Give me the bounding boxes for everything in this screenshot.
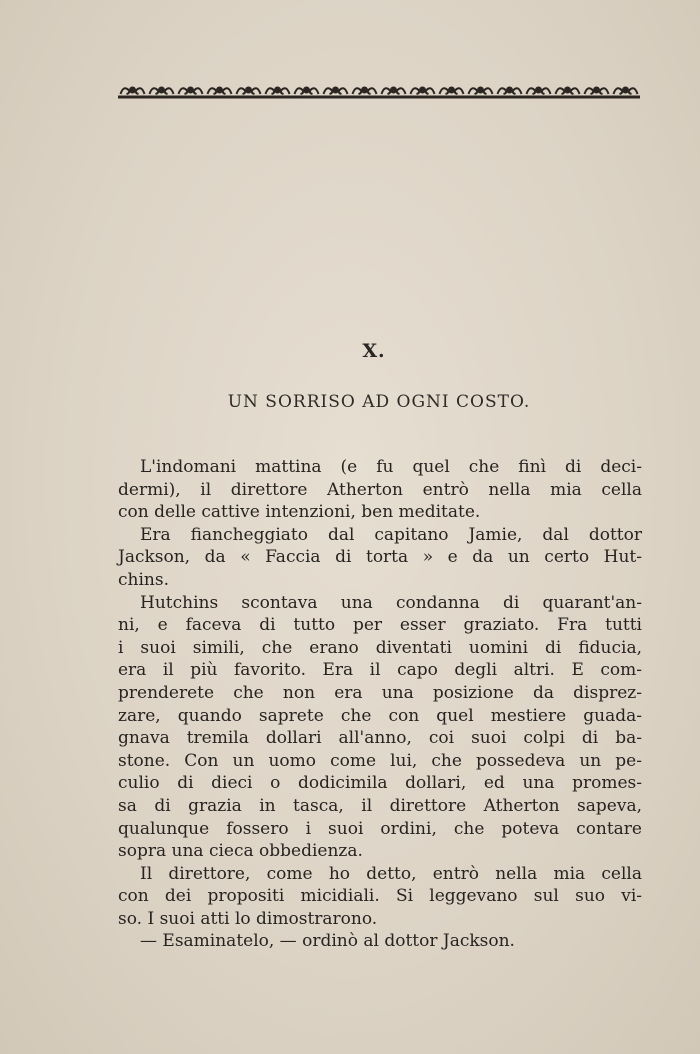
ornament-motif [437, 87, 466, 98]
text-line: so. I suoi atti lo dimostrarono. [118, 908, 378, 929]
ornament-motif [321, 87, 350, 98]
ornament-motif [176, 87, 205, 98]
text-line: Hutchins scontava una condanna di quarant'an- [140, 592, 642, 613]
ornament-motif [205, 87, 234, 98]
text-line: prenderete che non era una posizione da disprez- [118, 682, 642, 703]
text-line: culio di dieci o dodicimila dollari, ed una promes- [118, 773, 642, 794]
chapter-title: UN SORRISO AD OGNI COSTO. [227, 392, 531, 412]
ornament-motif [553, 87, 582, 98]
text-line: era il più favorito. Era il capo degli altri. E com- [118, 660, 642, 681]
ornament-motif [466, 87, 495, 98]
ornament-motif [118, 87, 147, 98]
text-line: con delle cattive intenzioni, ben meditate. [118, 502, 481, 523]
text-line: dermi), il direttore Atherton entrò nella mia cella [118, 479, 642, 500]
text-line: L'indomani mattina (e fu quel che finì di deci- [140, 457, 642, 477]
text-line: gnava tremila dollari all'anno, coi suoi colpi di ba- [118, 728, 642, 749]
text-line: qualunque fossero i suoi ordini, che poteva contare [118, 818, 642, 839]
text-line: i suoi simili, che erano diventati uomini di fiducia, [118, 637, 642, 658]
text-line: ni, e faceva di tutto per esser graziato. Fra tutti [118, 615, 642, 636]
ornament-motif [524, 87, 553, 98]
ornament-motif [147, 87, 176, 98]
ornament-motif [582, 87, 611, 98]
ornament-motif [263, 87, 292, 98]
ornament-motif [611, 87, 640, 98]
ornament-motif [495, 87, 524, 98]
text-line: zare, quando saprete che con quel mestiere guada- [118, 705, 642, 726]
ornament-motif [350, 87, 379, 98]
ornament-motif [234, 87, 263, 98]
ornament-motif [408, 87, 437, 98]
ornament-motif [379, 87, 408, 98]
text-line: Era fiancheggiato dal capitano Jamie, dal dottor [140, 524, 642, 545]
text-line: chins. [118, 569, 169, 590]
text-line: sa di grazia in tasca, il direttore Atherton sapeva, [118, 795, 642, 816]
chapter-body [118, 456, 642, 953]
text-line: Jackson, da « Faccia di torta » e da un certo Hut- [118, 547, 642, 568]
text-line: sopra una cieca obbedienza. [118, 841, 363, 862]
text-line: Il direttore, come ho detto, entrò nella mia cella [140, 863, 642, 884]
chapter-number: X. [362, 340, 386, 362]
text-line: stone. Con un uomo come lui, che possedeva un pe- [118, 750, 642, 771]
decorative-border-ornament [118, 80, 640, 102]
ornament-motif [292, 87, 321, 98]
text-line: con dei propositi micidiali. Si leggevano sul suo vi- [118, 886, 642, 907]
text-line: — Esaminatelo, — ordinò al dottor Jackson. [140, 931, 515, 952]
